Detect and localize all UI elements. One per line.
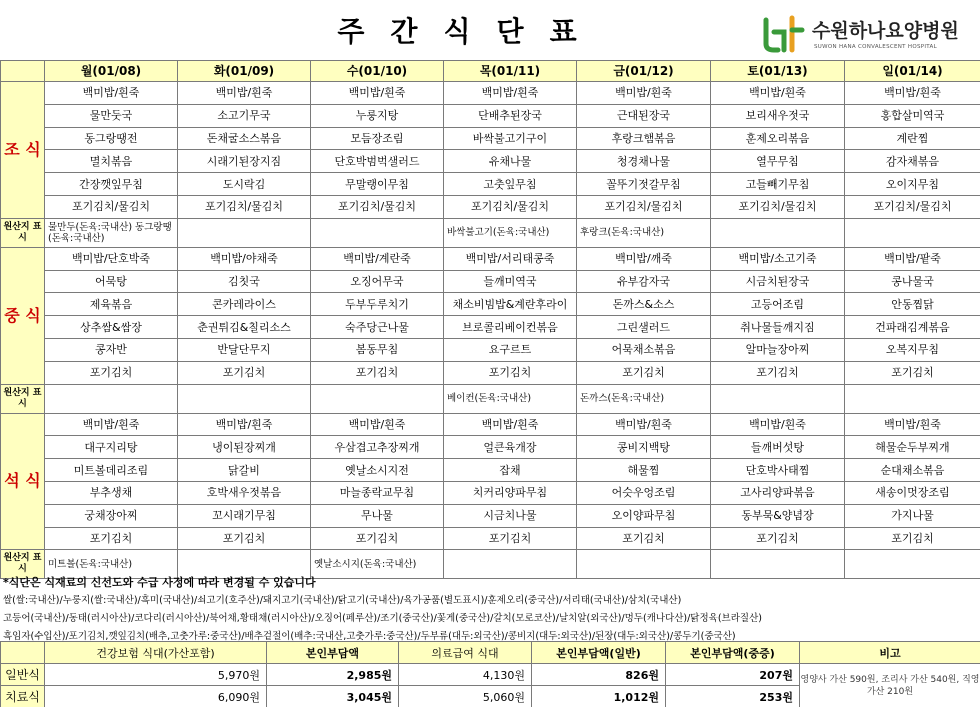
menu-item: 옛날소시지전 bbox=[311, 459, 444, 482]
menu-row bbox=[1, 361, 980, 384]
menu-item: 오이양파무침 bbox=[577, 504, 711, 527]
page-title: 주간식단표 bbox=[337, 15, 603, 48]
menu-row bbox=[1, 504, 980, 527]
menu-item: 백미밥/흰죽 bbox=[178, 82, 311, 105]
menu-item: 백미밥/흰죽 bbox=[711, 82, 845, 105]
menu-item: 건파래김계볶음 bbox=[845, 316, 980, 339]
menu-item: 백미밥/흰죽 bbox=[45, 413, 178, 436]
menu-item: 모듬장조림 bbox=[311, 127, 444, 150]
meal-cost-table bbox=[0, 641, 980, 707]
menu-item: 감자채볶음 bbox=[845, 150, 980, 173]
menu-item: 포기김치/물김치 bbox=[45, 195, 178, 218]
menu-item: 백미밥/흰죽 bbox=[577, 413, 711, 436]
menu-item: 바싹불고기구이 bbox=[444, 127, 577, 150]
menu-row bbox=[1, 127, 980, 150]
menu-item: 포기김치/물김치 bbox=[845, 195, 980, 218]
origin-cell: 바싹불고기(돈육:국내산) bbox=[444, 218, 577, 247]
menu-item: 유부감자국 bbox=[577, 270, 711, 293]
menu-item: 포기김치 bbox=[577, 527, 711, 550]
menu-row bbox=[1, 459, 980, 482]
origin-cell bbox=[311, 384, 444, 413]
menu-item: 시금치나물 bbox=[444, 504, 577, 527]
menu-item: 단배추된장국 bbox=[444, 104, 577, 127]
origin-cell bbox=[178, 384, 311, 413]
menu-item: 숙주당근나물 bbox=[311, 316, 444, 339]
menu-item: 두부두루치기 bbox=[311, 293, 444, 316]
origin-label: 원산지 표시 bbox=[1, 384, 45, 413]
menu-item: 치커리양파무침 bbox=[444, 481, 577, 504]
cost-value: 4,130원 bbox=[399, 664, 532, 686]
menu-item: 안동찜닭 bbox=[845, 293, 980, 316]
menu-item: 콘카레라이스 bbox=[178, 293, 311, 316]
menu-item: 콩나물국 bbox=[845, 270, 980, 293]
menu-row bbox=[1, 436, 980, 459]
menu-item: 해물순두부찌개 bbox=[845, 436, 980, 459]
origin-row bbox=[1, 384, 980, 413]
origin-cell: 후랑크(돈육:국내산) bbox=[577, 218, 711, 247]
menu-item: 호박새우젓볶음 bbox=[178, 481, 311, 504]
cost-value: 5,060원 bbox=[399, 686, 532, 707]
menu-row bbox=[1, 270, 980, 293]
cost-value: 5,970원 bbox=[45, 664, 267, 686]
cost-header: 건강보험 식대(가산포함) bbox=[45, 642, 267, 664]
menu-item: 백미밥/흰죽 bbox=[311, 82, 444, 105]
day-header: 금(01/12) bbox=[577, 61, 711, 82]
menu-item: 채소비빔밥&계란후라이 bbox=[444, 293, 577, 316]
menu-item: 상추쌈&쌈장 bbox=[45, 316, 178, 339]
menu-item: 백미밥/소고기죽 bbox=[711, 247, 845, 270]
menu-item: 백미밥/흰죽 bbox=[444, 82, 577, 105]
menu-item: 가지나물 bbox=[845, 504, 980, 527]
menu-item: 백미밥/흰죽 bbox=[178, 413, 311, 436]
menu-item: 포기김치 bbox=[845, 527, 980, 550]
cost-header: 본인부담액(중증) bbox=[666, 642, 800, 664]
menu-item: 백미밥/흰죽 bbox=[311, 413, 444, 436]
menu-item: 도시락김 bbox=[178, 173, 311, 196]
menu-item: 백미밥/단호박죽 bbox=[45, 247, 178, 270]
menu-row bbox=[1, 413, 980, 436]
menu-item: 포기김치/물김치 bbox=[311, 195, 444, 218]
menu-item: 단호박범벅샐러드 bbox=[311, 150, 444, 173]
menu-item: 봄동무침 bbox=[311, 338, 444, 361]
menu-item: 얼큰육개장 bbox=[444, 436, 577, 459]
menu-item: 백미밥/서리태콩죽 bbox=[444, 247, 577, 270]
menu-item: 춘권튀김&칠리소스 bbox=[178, 316, 311, 339]
menu-item: 오복지무침 bbox=[845, 338, 980, 361]
cost-header bbox=[1, 642, 45, 664]
origin-cell: 옛날소시지(돈육:국내산) bbox=[311, 550, 444, 579]
menu-item: 들깨버섯탕 bbox=[711, 436, 845, 459]
menu-item: 김칫국 bbox=[178, 270, 311, 293]
meal-label-lunch: 중 식 bbox=[1, 247, 45, 384]
menu-item: 포기김치 bbox=[444, 527, 577, 550]
menu-item: 냉이된장찌개 bbox=[178, 436, 311, 459]
origin-cell bbox=[311, 218, 444, 247]
menu-item: 순대채소볶음 bbox=[845, 459, 980, 482]
logo-name: 수원하나요양병원 bbox=[812, 20, 959, 42]
menu-item: 고들빼기무침 bbox=[711, 173, 845, 196]
menu-item: 닭갈비 bbox=[178, 459, 311, 482]
cost-value: 207원 bbox=[666, 664, 800, 686]
menu-item: 백미밥/흰죽 bbox=[45, 82, 178, 105]
origin-label: 원산지 표시 bbox=[1, 550, 45, 579]
origin-cell: 미트볼(돈육:국내산) bbox=[45, 550, 178, 579]
menu-item: 포기김치 bbox=[711, 527, 845, 550]
menu-item: 포기김치/물김치 bbox=[444, 195, 577, 218]
menu-item: 물만둣국 bbox=[45, 104, 178, 127]
menu-item: 고등어조림 bbox=[711, 293, 845, 316]
menu-row bbox=[1, 82, 980, 105]
menu-item: 어묵탕 bbox=[45, 270, 178, 293]
menu-item: 콩비지백탕 bbox=[577, 436, 711, 459]
menu-item: 미트볼데리조림 bbox=[45, 459, 178, 482]
menu-item: 그린샐러드 bbox=[577, 316, 711, 339]
menu-item: 시금치된장국 bbox=[711, 270, 845, 293]
origin-note: 흑임자(수입산)/포기김치,깻잎김치(배추,고춧가루:중국산)/배추겉절이(배추:국내산,고춧가루:중국산)/두부류(대두:외국산)/콩비지(대두:외국산)/된장(대두:외국산)/콩두기(중국산) bbox=[3, 631, 736, 642]
menu-item: 포기김치/물김치 bbox=[577, 195, 711, 218]
menu-row bbox=[1, 104, 980, 127]
day-header: 월(01/08) bbox=[45, 61, 178, 82]
menu-item: 포기김치 bbox=[444, 361, 577, 384]
menu-item: 백미밥/깨죽 bbox=[577, 247, 711, 270]
menu-item: 백미밥/야채죽 bbox=[178, 247, 311, 270]
menu-item: 동그랑땡전 bbox=[45, 127, 178, 150]
menu-item: 백미밥/흰죽 bbox=[845, 413, 980, 436]
menu-item: 오이지무침 bbox=[845, 173, 980, 196]
weekly-menu-table bbox=[0, 60, 980, 579]
menu-item: 꼬시래기무침 bbox=[178, 504, 311, 527]
menu-item: 새송이멋장조림 bbox=[845, 481, 980, 504]
menu-item: 오징어무국 bbox=[311, 270, 444, 293]
notes-section bbox=[0, 574, 980, 646]
origin-cell: 베이컨(돈육:국내산) bbox=[444, 384, 577, 413]
menu-item: 취나물들깨지짐 bbox=[711, 316, 845, 339]
menu-item: 포기김치 bbox=[577, 361, 711, 384]
menu-item: 우삼겹고추장찌개 bbox=[311, 436, 444, 459]
menu-item: 포기김치 bbox=[311, 527, 444, 550]
menu-item: 무말랭이무침 bbox=[311, 173, 444, 196]
menu-item: 해물찜 bbox=[577, 459, 711, 482]
menu-item: 무나물 bbox=[311, 504, 444, 527]
menu-item: 멸치볶음 bbox=[45, 150, 178, 173]
menu-item: 궁채장아찌 bbox=[45, 504, 178, 527]
menu-row bbox=[1, 481, 980, 504]
menu-item: 돈채굴소스볶음 bbox=[178, 127, 311, 150]
menu-item: 간장깻잎무침 bbox=[45, 173, 178, 196]
cost-header: 본인부담액(일반) bbox=[532, 642, 666, 664]
origin-label: 원산지 표시 bbox=[1, 218, 45, 247]
menu-item: 포기김치 bbox=[845, 361, 980, 384]
menu-item: 제육볶음 bbox=[45, 293, 178, 316]
origin-cell bbox=[45, 384, 178, 413]
menu-item: 백미밥/흰죽 bbox=[577, 82, 711, 105]
menu-item: 포기김치 bbox=[311, 361, 444, 384]
origin-note: 고등어(국내산)/동태(러시아산)/코다리(러시아산)/북어채,황태채(러시아산)/오징어(페루산)/조기(중국산)/꽃게(중국산)/갈치(모로코산)/날치알(외국산)/멍두(캐나다산)/닭정육(브라질산) bbox=[3, 613, 762, 624]
menu-row bbox=[1, 293, 980, 316]
menu-item: 반달단무지 bbox=[178, 338, 311, 361]
menu-item: 누룽지탕 bbox=[311, 104, 444, 127]
origin-cell bbox=[845, 218, 980, 247]
menu-item: 부추생채 bbox=[45, 481, 178, 504]
day-header: 화(01/09) bbox=[178, 61, 311, 82]
origin-cell: 돈까스(돈육:국내산) bbox=[577, 384, 711, 413]
menu-item: 홍합살미역국 bbox=[845, 104, 980, 127]
day-header: 수(01/10) bbox=[311, 61, 444, 82]
menu-item: 백미밥/흰죽 bbox=[444, 413, 577, 436]
menu-item: 백미밥/흰죽 bbox=[845, 82, 980, 105]
menu-item: 열무무침 bbox=[711, 150, 845, 173]
menu-item: 포기김치 bbox=[178, 527, 311, 550]
day-header: 토(01/13) bbox=[711, 61, 845, 82]
cost-header-row bbox=[1, 642, 980, 664]
menu-item: 돈까스&소스 bbox=[577, 293, 711, 316]
menu-row bbox=[1, 338, 980, 361]
menu-row bbox=[1, 173, 980, 196]
hospital-logo bbox=[762, 14, 977, 54]
cost-value: 2,985원 bbox=[267, 664, 399, 686]
menu-row bbox=[1, 247, 980, 270]
page-header bbox=[0, 0, 980, 60]
cost-remark: 영양사 가산 590원, 조리사 가산 540원, 직영가산 210원 bbox=[800, 664, 980, 707]
cost-value: 253원 bbox=[666, 686, 800, 707]
menu-item: 청경채나물 bbox=[577, 150, 711, 173]
menu-row bbox=[1, 150, 980, 173]
menu-row bbox=[1, 527, 980, 550]
cost-header: 의료급여 식대 bbox=[399, 642, 532, 664]
menu-item: 시래기된장지짐 bbox=[178, 150, 311, 173]
origin-note: 쌀(쌀:국내산)/누룽지(쌀:국내산)/흑미(국내산)/쇠고기(호주산)/돼지고기(국내산)/닭고기(국내산)/육가공품(별도표시)/훈제오리(중국산)/서리태(국내산)/삼치(국내산) bbox=[3, 595, 682, 606]
origin-cell bbox=[845, 384, 980, 413]
menu-item: 포기김치 bbox=[45, 527, 178, 550]
cost-header: 본인부담액 bbox=[267, 642, 399, 664]
cost-row bbox=[1, 664, 980, 686]
menu-item: 브로콜리베이컨볶음 bbox=[444, 316, 577, 339]
origin-cell: 물만두(돈육:국내산) 동그랑땡(돈육:국내산) bbox=[45, 218, 178, 247]
menu-item: 포기김치/물김치 bbox=[711, 195, 845, 218]
menu-item: 요구르트 bbox=[444, 338, 577, 361]
menu-item: 포기김치 bbox=[45, 361, 178, 384]
menu-item: 콩자반 bbox=[45, 338, 178, 361]
origin-cell bbox=[178, 218, 311, 247]
notice-text: *식단은 식재료의 신선도와 수급 사정에 따라 변경될 수 있습니다 bbox=[3, 576, 316, 589]
menu-item: 대구지리탕 bbox=[45, 436, 178, 459]
menu-item: 보리새우젓국 bbox=[711, 104, 845, 127]
menu-item: 후랑크햄볶음 bbox=[577, 127, 711, 150]
menu-item: 단호박사태찜 bbox=[711, 459, 845, 482]
menu-item: 포기김치 bbox=[711, 361, 845, 384]
menu-item: 들깨미역국 bbox=[444, 270, 577, 293]
menu-item: 근대된장국 bbox=[577, 104, 711, 127]
day-header-row bbox=[1, 61, 980, 82]
menu-item: 고춧잎무침 bbox=[444, 173, 577, 196]
cost-value: 3,045원 bbox=[267, 686, 399, 707]
cost-value: 6,090원 bbox=[45, 686, 267, 707]
cost-row-label: 치료식 bbox=[1, 686, 45, 707]
menu-item: 어묵채소볶음 bbox=[577, 338, 711, 361]
menu-item: 계란찜 bbox=[845, 127, 980, 150]
menu-row bbox=[1, 195, 980, 218]
menu-item: 포기김치/물김치 bbox=[178, 195, 311, 218]
origin-cell bbox=[711, 218, 845, 247]
menu-item: 고사리양파볶음 bbox=[711, 481, 845, 504]
cost-value: 1,012원 bbox=[532, 686, 666, 707]
menu-item: 알마늘장아찌 bbox=[711, 338, 845, 361]
day-header: 일(01/14) bbox=[845, 61, 980, 82]
menu-item: 어슷우엉조림 bbox=[577, 481, 711, 504]
origin-row bbox=[1, 218, 980, 247]
logo-subtitle: SUWON HANA CONVALESCENT HOSPITAL bbox=[814, 44, 937, 50]
cost-value: 826원 bbox=[532, 664, 666, 686]
menu-item: 꼴뚜기젓갈무침 bbox=[577, 173, 711, 196]
menu-item: 백미밥/흰죽 bbox=[711, 413, 845, 436]
menu-item: 잡채 bbox=[444, 459, 577, 482]
meal-label-breakfast: 조 식 bbox=[1, 82, 45, 219]
origin-cell bbox=[711, 384, 845, 413]
menu-item: 소고기무국 bbox=[178, 104, 311, 127]
menu-item: 유채나물 bbox=[444, 150, 577, 173]
menu-item: 마늘종락교무침 bbox=[311, 481, 444, 504]
logo-mark-icon bbox=[762, 14, 808, 54]
day-header: 목(01/11) bbox=[444, 61, 577, 82]
menu-item: 훈제오리볶음 bbox=[711, 127, 845, 150]
cost-row-label: 일반식 bbox=[1, 664, 45, 686]
corner-cell bbox=[1, 61, 45, 82]
menu-item: 동부묵&양념장 bbox=[711, 504, 845, 527]
menu-row bbox=[1, 316, 980, 339]
cost-header: 비고 bbox=[800, 642, 980, 664]
meal-label-dinner: 석 식 bbox=[1, 413, 45, 550]
menu-item: 백미밥/팥죽 bbox=[845, 247, 980, 270]
menu-item: 포기김치 bbox=[178, 361, 311, 384]
menu-item: 백미밥/계란죽 bbox=[311, 247, 444, 270]
